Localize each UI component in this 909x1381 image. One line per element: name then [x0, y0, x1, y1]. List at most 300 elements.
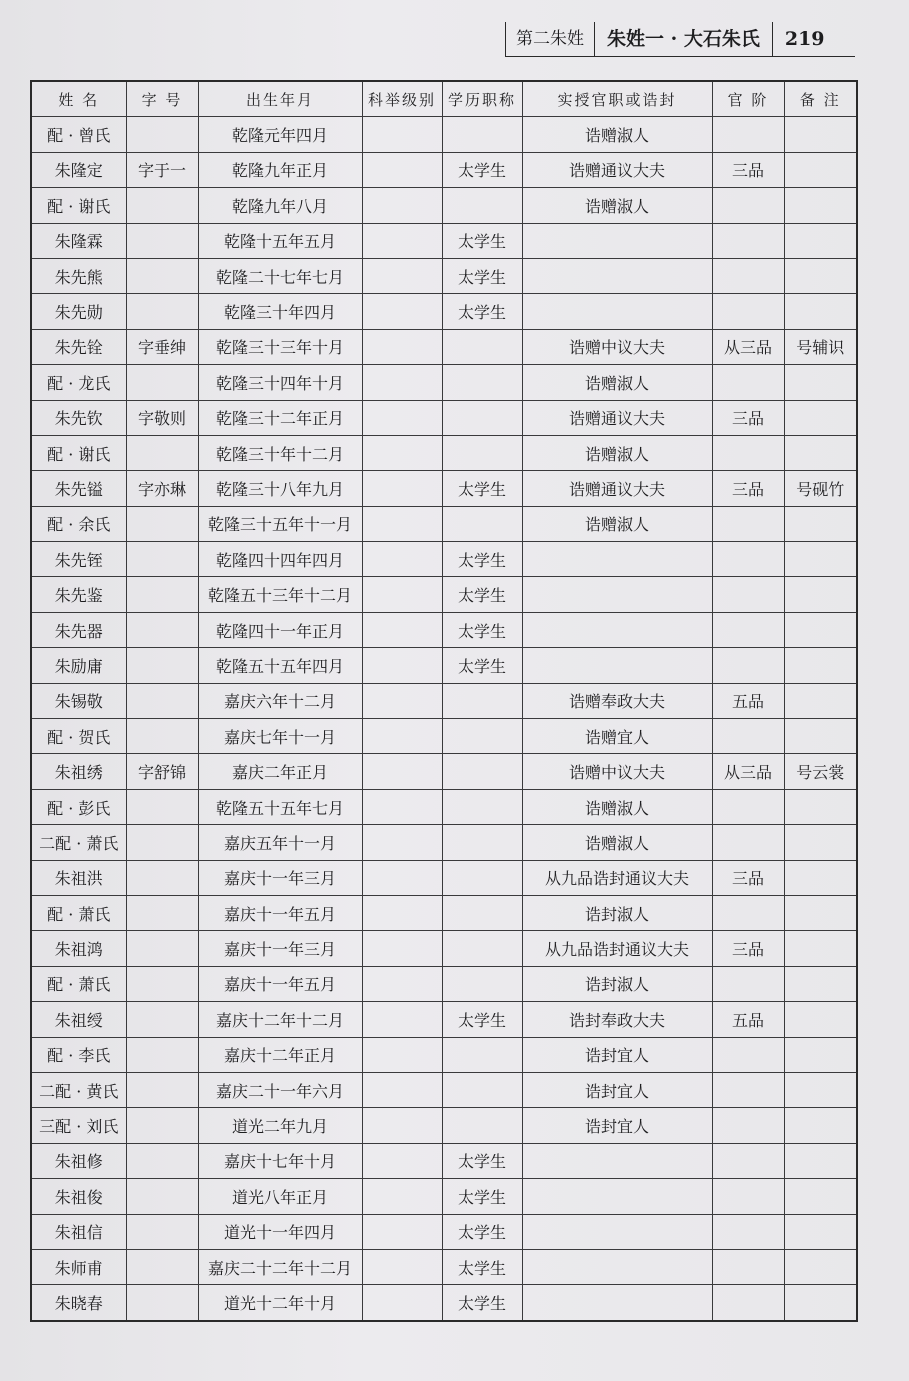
- cell-exam: [362, 719, 442, 754]
- cell-birth: 嘉庆六年十二月: [198, 683, 362, 718]
- cell-courtesy: 字垂绅: [126, 329, 198, 364]
- cell-education: 太学生: [442, 152, 522, 187]
- cell-office: 诰赠中议大夫: [522, 754, 712, 789]
- cell-education: [442, 754, 522, 789]
- cell-office: 诰赠淑人: [522, 188, 712, 223]
- table-row: [31, 931, 857, 966]
- cell-exam: [362, 542, 442, 577]
- cell-birth: 乾隆元年四月: [198, 117, 362, 152]
- cell-exam: [362, 895, 442, 930]
- cell-education: 太学生: [442, 1214, 522, 1249]
- cell-rank: [712, 1285, 784, 1321]
- cell-education: [442, 188, 522, 223]
- col-header-birth: 出生年月: [198, 81, 362, 117]
- table-row: [31, 1108, 857, 1143]
- cell-education: 太学生: [442, 471, 522, 506]
- cell-notes: [784, 506, 857, 541]
- cell-exam: [362, 223, 442, 258]
- cell-courtesy: [126, 860, 198, 895]
- chapter-label: 第二朱姓: [505, 22, 594, 56]
- cell-courtesy: [126, 1108, 198, 1143]
- cell-exam: [362, 931, 442, 966]
- cell-education: [442, 719, 522, 754]
- cell-rank: 三品: [712, 471, 784, 506]
- cell-birth: 乾隆九年正月: [198, 152, 362, 187]
- cell-notes: [784, 648, 857, 683]
- cell-name: 朱祖信: [31, 1214, 126, 1249]
- cell-rank: [712, 435, 784, 470]
- table-row: [31, 719, 857, 754]
- cell-rank: [712, 1249, 784, 1284]
- cell-courtesy: [126, 966, 198, 1001]
- cell-birth: 嘉庆十二年正月: [198, 1037, 362, 1072]
- cell-office: 诰赠淑人: [522, 825, 712, 860]
- cell-rank: [712, 895, 784, 930]
- cell-name: 朱师甫: [31, 1249, 126, 1284]
- cell-office: [522, 294, 712, 329]
- cell-exam: [362, 329, 442, 364]
- cell-rank: [712, 223, 784, 258]
- cell-rank: [712, 258, 784, 293]
- cell-name: 朱祖绶: [31, 1002, 126, 1037]
- cell-name: 朱先镒: [31, 471, 126, 506]
- cell-exam: [362, 612, 442, 647]
- cell-education: 太学生: [442, 1285, 522, 1321]
- table-row: [31, 188, 857, 223]
- cell-name: 配 · 贺氏: [31, 719, 126, 754]
- cell-rank: [712, 1214, 784, 1249]
- cell-birth: 乾隆二十七年七月: [198, 258, 362, 293]
- cell-exam: [362, 648, 442, 683]
- cell-courtesy: [126, 1285, 198, 1321]
- cell-office: 诰封奉政大夫: [522, 1002, 712, 1037]
- cell-courtesy: [126, 258, 198, 293]
- cell-education: 太学生: [442, 223, 522, 258]
- cell-rank: [712, 1179, 784, 1214]
- cell-birth: 乾隆五十三年十二月: [198, 577, 362, 612]
- cell-name: 配 · 萧氏: [31, 966, 126, 1001]
- cell-courtesy: [126, 1037, 198, 1072]
- cell-birth: 乾隆三十年四月: [198, 294, 362, 329]
- cell-education: 太学生: [442, 577, 522, 612]
- table-row: [31, 895, 857, 930]
- cell-name: 朱晓春: [31, 1285, 126, 1321]
- cell-birth: 嘉庆十一年三月: [198, 860, 362, 895]
- table-row: [31, 1285, 857, 1321]
- cell-rank: [712, 1072, 784, 1107]
- cell-courtesy: [126, 117, 198, 152]
- cell-courtesy: [126, 435, 198, 470]
- cell-office: 诰封淑人: [522, 895, 712, 930]
- cell-name: 配 · 萧氏: [31, 895, 126, 930]
- cell-office: 诰赠中议大夫: [522, 329, 712, 364]
- cell-courtesy: [126, 223, 198, 258]
- cell-name: 配 · 曾氏: [31, 117, 126, 152]
- table-row: [31, 612, 857, 647]
- cell-rank: [712, 825, 784, 860]
- table-row: [31, 400, 857, 435]
- cell-name: 朱先熊: [31, 258, 126, 293]
- cell-birth: 道光十一年四月: [198, 1214, 362, 1249]
- cell-rank: 从三品: [712, 754, 784, 789]
- cell-name: 配 · 谢氏: [31, 435, 126, 470]
- cell-education: 太学生: [442, 612, 522, 647]
- table-header: [31, 81, 857, 117]
- cell-rank: 三品: [712, 860, 784, 895]
- cell-notes: 号云裳: [784, 754, 857, 789]
- cell-office: [522, 1143, 712, 1178]
- cell-rank: 三品: [712, 400, 784, 435]
- cell-name: 朱先器: [31, 612, 126, 647]
- col-header-office: 实授官职或诰封: [522, 81, 712, 117]
- cell-exam: [362, 1214, 442, 1249]
- cell-courtesy: [126, 931, 198, 966]
- cell-notes: [784, 825, 857, 860]
- cell-name: 朱祖修: [31, 1143, 126, 1178]
- cell-notes: [784, 577, 857, 612]
- cell-name: 朱锡敬: [31, 683, 126, 718]
- cell-courtesy: [126, 719, 198, 754]
- cell-name: 二配 · 萧氏: [31, 825, 126, 860]
- table-row: [31, 294, 857, 329]
- table-row: [31, 860, 857, 895]
- cell-office: 诰赠通议大夫: [522, 400, 712, 435]
- cell-notes: [784, 542, 857, 577]
- cell-exam: [362, 1179, 442, 1214]
- col-header-name: 姓 名: [31, 81, 126, 117]
- cell-courtesy: [126, 789, 198, 824]
- cell-name: 朱先勋: [31, 294, 126, 329]
- cell-courtesy: [126, 612, 198, 647]
- table-row: [31, 506, 857, 541]
- cell-rank: [712, 1108, 784, 1143]
- cell-birth: 乾隆十五年五月: [198, 223, 362, 258]
- col-header-rank: 官 阶: [712, 81, 784, 117]
- cell-birth: 嘉庆七年十一月: [198, 719, 362, 754]
- cell-education: [442, 860, 522, 895]
- cell-rank: [712, 966, 784, 1001]
- cell-office: [522, 1179, 712, 1214]
- cell-exam: [362, 258, 442, 293]
- cell-birth: 嘉庆五年十一月: [198, 825, 362, 860]
- cell-office: 诰赠通议大夫: [522, 471, 712, 506]
- cell-education: [442, 506, 522, 541]
- cell-name: 朱祖绣: [31, 754, 126, 789]
- cell-notes: [784, 1108, 857, 1143]
- cell-courtesy: [126, 825, 198, 860]
- cell-rank: [712, 542, 784, 577]
- cell-courtesy: [126, 542, 198, 577]
- cell-office: 诰赠奉政大夫: [522, 683, 712, 718]
- cell-rank: 三品: [712, 931, 784, 966]
- cell-rank: [712, 117, 784, 152]
- cell-office: 诰赠淑人: [522, 789, 712, 824]
- cell-exam: [362, 789, 442, 824]
- cell-name: 配 · 谢氏: [31, 188, 126, 223]
- cell-birth: 乾隆五十五年四月: [198, 648, 362, 683]
- table-row: [31, 435, 857, 470]
- cell-notes: [784, 1179, 857, 1214]
- table-row: [31, 329, 857, 364]
- table-row: [31, 825, 857, 860]
- cell-office: 诰赠淑人: [522, 506, 712, 541]
- table-row: [31, 789, 857, 824]
- cell-exam: [362, 683, 442, 718]
- table-row: [31, 966, 857, 1001]
- cell-notes: [784, 966, 857, 1001]
- cell-office: 从九品诰封通议大夫: [522, 931, 712, 966]
- cell-education: 太学生: [442, 294, 522, 329]
- cell-education: [442, 895, 522, 930]
- table-row: [31, 1179, 857, 1214]
- cell-office: 诰封宜人: [522, 1037, 712, 1072]
- table-row: [31, 683, 857, 718]
- cell-courtesy: [126, 683, 198, 718]
- cell-office: [522, 1214, 712, 1249]
- cell-birth: 嘉庆十二年十二月: [198, 1002, 362, 1037]
- running-header: [505, 22, 855, 57]
- cell-birth: 乾隆三十二年正月: [198, 400, 362, 435]
- cell-rank: [712, 365, 784, 400]
- cell-office: [522, 648, 712, 683]
- cell-name: 朱先铚: [31, 542, 126, 577]
- cell-name: 三配 · 刘氏: [31, 1108, 126, 1143]
- header-row: [31, 81, 857, 117]
- cell-notes: [784, 152, 857, 187]
- cell-name: 配 · 李氏: [31, 1037, 126, 1072]
- table-row: [31, 577, 857, 612]
- cell-notes: [784, 1143, 857, 1178]
- cell-exam: [362, 471, 442, 506]
- cell-education: 太学生: [442, 1179, 522, 1214]
- cell-exam: [362, 966, 442, 1001]
- cell-office: 诰封宜人: [522, 1072, 712, 1107]
- col-header-notes: 备 注: [784, 81, 857, 117]
- cell-courtesy: [126, 365, 198, 400]
- cell-courtesy: [126, 1143, 198, 1178]
- cell-office: 诰赠通议大夫: [522, 152, 712, 187]
- cell-education: 太学生: [442, 1143, 522, 1178]
- cell-notes: [784, 1072, 857, 1107]
- cell-education: [442, 117, 522, 152]
- cell-office: [522, 1249, 712, 1284]
- cell-birth: 嘉庆二十一年六月: [198, 1072, 362, 1107]
- table-row: [31, 1249, 857, 1284]
- cell-exam: [362, 294, 442, 329]
- cell-notes: [784, 223, 857, 258]
- cell-rank: [712, 506, 784, 541]
- cell-rank: [712, 612, 784, 647]
- cell-education: [442, 329, 522, 364]
- cell-notes: [784, 612, 857, 647]
- cell-office: [522, 577, 712, 612]
- cell-exam: [362, 860, 442, 895]
- table-row: [31, 754, 857, 789]
- cell-birth: 乾隆三十三年十月: [198, 329, 362, 364]
- cell-office: 诰赠淑人: [522, 435, 712, 470]
- cell-office: 从九品诰封通议大夫: [522, 860, 712, 895]
- cell-courtesy: [126, 1179, 198, 1214]
- cell-exam: [362, 506, 442, 541]
- cell-birth: 乾隆三十五年十一月: [198, 506, 362, 541]
- cell-exam: [362, 188, 442, 223]
- cell-office: [522, 258, 712, 293]
- cell-exam: [362, 117, 442, 152]
- cell-education: 太学生: [442, 258, 522, 293]
- cell-rank: [712, 188, 784, 223]
- cell-education: [442, 1072, 522, 1107]
- col-header-courtesy: 字 号: [126, 81, 198, 117]
- cell-courtesy: [126, 577, 198, 612]
- cell-education: [442, 825, 522, 860]
- cell-courtesy: [126, 1249, 198, 1284]
- cell-name: 朱祖鸿: [31, 931, 126, 966]
- cell-exam: [362, 1108, 442, 1143]
- table-row: [31, 648, 857, 683]
- cell-office: 诰赠淑人: [522, 117, 712, 152]
- cell-education: [442, 1108, 522, 1143]
- cell-name: 朱隆霖: [31, 223, 126, 258]
- cell-name: 配 · 余氏: [31, 506, 126, 541]
- cell-office: 诰赠淑人: [522, 365, 712, 400]
- cell-office: [522, 542, 712, 577]
- cell-birth: 嘉庆十一年五月: [198, 966, 362, 1001]
- cell-courtesy: [126, 294, 198, 329]
- cell-exam: [362, 577, 442, 612]
- cell-rank: [712, 648, 784, 683]
- genealogy-table: [30, 80, 858, 1322]
- cell-notes: [784, 294, 857, 329]
- cell-notes: [784, 365, 857, 400]
- cell-notes: 号砚竹: [784, 471, 857, 506]
- cell-birth: 道光八年正月: [198, 1179, 362, 1214]
- cell-name: 朱祖洪: [31, 860, 126, 895]
- table-row: [31, 258, 857, 293]
- cell-office: 诰封淑人: [522, 966, 712, 1001]
- cell-birth: 道光二年九月: [198, 1108, 362, 1143]
- cell-office: [522, 612, 712, 647]
- cell-courtesy: [126, 648, 198, 683]
- table-row: [31, 365, 857, 400]
- cell-name: 配 · 龙氏: [31, 365, 126, 400]
- cell-birth: 乾隆三十年十二月: [198, 435, 362, 470]
- cell-exam: [362, 754, 442, 789]
- cell-rank: 从三品: [712, 329, 784, 364]
- cell-notes: [784, 860, 857, 895]
- cell-notes: [784, 789, 857, 824]
- cell-exam: [362, 1072, 442, 1107]
- cell-name: 朱先铨: [31, 329, 126, 364]
- cell-exam: [362, 1002, 442, 1037]
- table-row: [31, 1143, 857, 1178]
- cell-education: 太学生: [442, 542, 522, 577]
- cell-birth: 嘉庆二十二年十二月: [198, 1249, 362, 1284]
- cell-exam: [362, 365, 442, 400]
- cell-education: 太学生: [442, 648, 522, 683]
- cell-birth: 乾隆四十四年四月: [198, 542, 362, 577]
- cell-name: 朱祖俊: [31, 1179, 126, 1214]
- cell-notes: [784, 1285, 857, 1321]
- cell-rank: [712, 1143, 784, 1178]
- cell-name: 朱励庸: [31, 648, 126, 683]
- cell-birth: 嘉庆十一年三月: [198, 931, 362, 966]
- cell-rank: 五品: [712, 683, 784, 718]
- cell-courtesy: [126, 506, 198, 541]
- cell-rank: 三品: [712, 152, 784, 187]
- cell-education: [442, 435, 522, 470]
- cell-courtesy: [126, 1002, 198, 1037]
- cell-office: 诰封宜人: [522, 1108, 712, 1143]
- table-row: [31, 1037, 857, 1072]
- cell-birth: 乾隆九年八月: [198, 188, 362, 223]
- table-row: [31, 542, 857, 577]
- cell-education: [442, 365, 522, 400]
- cell-courtesy: 字于一: [126, 152, 198, 187]
- cell-office: [522, 1285, 712, 1321]
- cell-education: [442, 400, 522, 435]
- col-header-education: 学历职称: [442, 81, 522, 117]
- cell-birth: 道光十二年十月: [198, 1285, 362, 1321]
- col-header-exam: 科举级别: [362, 81, 442, 117]
- cell-office: 诰赠宜人: [522, 719, 712, 754]
- cell-rank: [712, 789, 784, 824]
- table-row: [31, 471, 857, 506]
- cell-exam: [362, 1249, 442, 1284]
- table-row: [31, 223, 857, 258]
- cell-exam: [362, 435, 442, 470]
- cell-exam: [362, 1143, 442, 1178]
- cell-courtesy: [126, 188, 198, 223]
- cell-exam: [362, 1285, 442, 1321]
- cell-name: 二配 · 黄氏: [31, 1072, 126, 1107]
- cell-notes: [784, 1214, 857, 1249]
- cell-birth: 嘉庆十一年五月: [198, 895, 362, 930]
- cell-name: 朱隆定: [31, 152, 126, 187]
- cell-name: 配 · 彭氏: [31, 789, 126, 824]
- cell-courtesy: 字敬则: [126, 400, 198, 435]
- table-body: [31, 117, 857, 1321]
- table-row: [31, 1002, 857, 1037]
- cell-notes: [784, 1249, 857, 1284]
- cell-notes: [784, 895, 857, 930]
- cell-courtesy: [126, 1214, 198, 1249]
- cell-education: [442, 966, 522, 1001]
- cell-notes: [784, 683, 857, 718]
- cell-notes: [784, 1002, 857, 1037]
- cell-birth: 嘉庆二年正月: [198, 754, 362, 789]
- cell-education: [442, 931, 522, 966]
- table-row: [31, 1214, 857, 1249]
- cell-education: [442, 789, 522, 824]
- cell-office: [522, 223, 712, 258]
- cell-birth: 乾隆四十一年正月: [198, 612, 362, 647]
- cell-notes: [784, 435, 857, 470]
- cell-exam: [362, 825, 442, 860]
- cell-exam: [362, 1037, 442, 1072]
- cell-notes: 号辅识: [784, 329, 857, 364]
- cell-rank: [712, 1037, 784, 1072]
- cell-rank: [712, 719, 784, 754]
- cell-courtesy: [126, 895, 198, 930]
- cell-education: 太学生: [442, 1002, 522, 1037]
- cell-exam: [362, 152, 442, 187]
- table-row: [31, 152, 857, 187]
- cell-exam: [362, 400, 442, 435]
- page-number: 219: [772, 22, 837, 56]
- cell-birth: 乾隆五十五年七月: [198, 789, 362, 824]
- cell-birth: 乾隆三十四年十月: [198, 365, 362, 400]
- table-row: [31, 1072, 857, 1107]
